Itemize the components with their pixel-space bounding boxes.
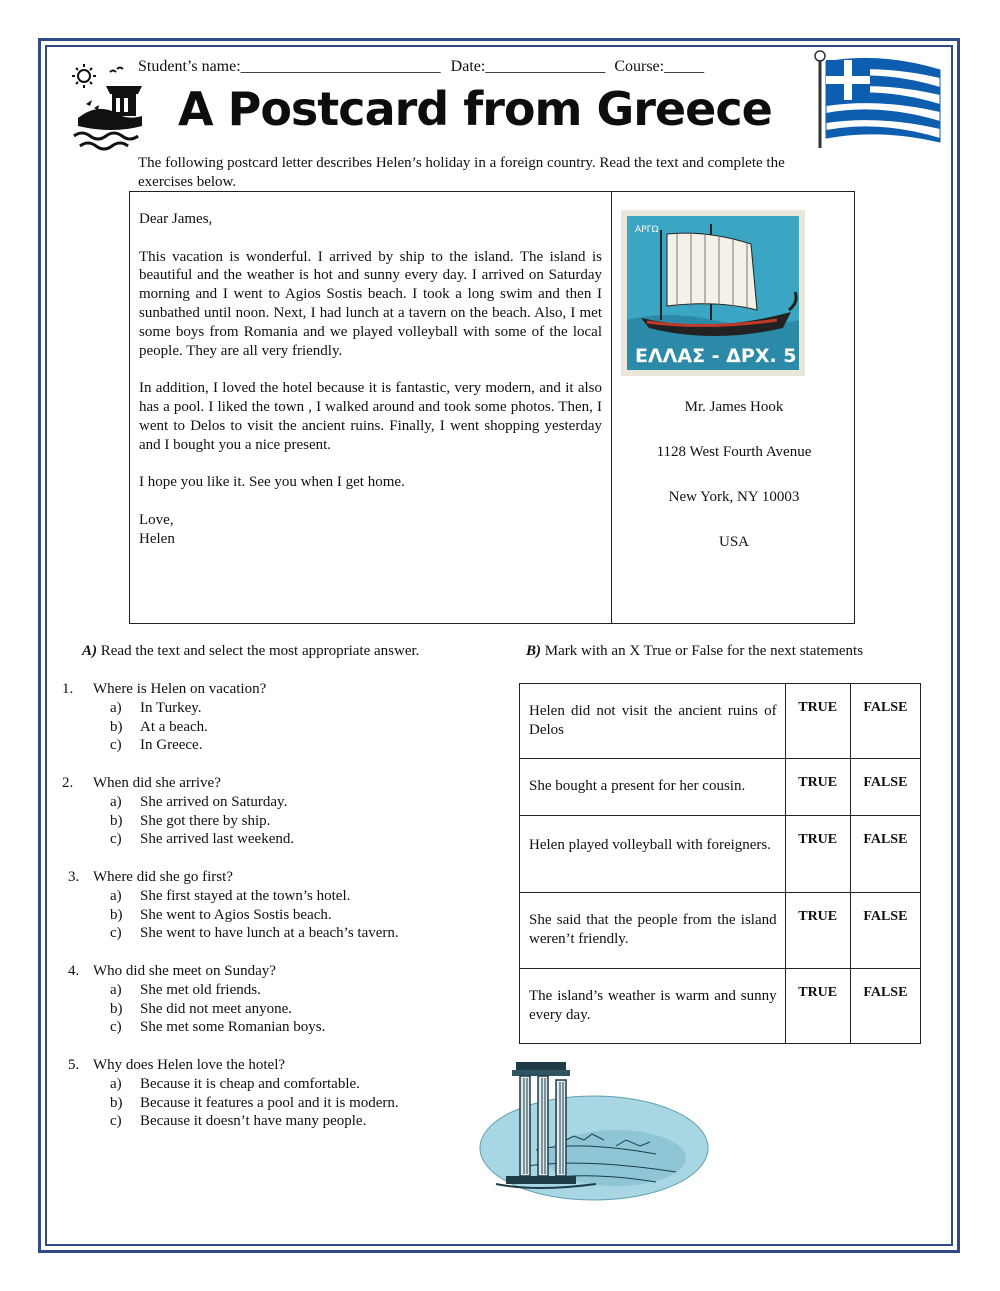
option-letter: a) bbox=[110, 887, 122, 904]
option-text: In Turkey. bbox=[140, 699, 202, 716]
student-name-field[interactable]: Student’s name:_________________________ bbox=[138, 58, 441, 75]
option-letter: a) bbox=[110, 1075, 122, 1092]
question-1 bbox=[62, 680, 502, 755]
answer-option[interactable] bbox=[62, 793, 502, 812]
option-letter: b) bbox=[110, 812, 123, 829]
option-letter: b) bbox=[110, 906, 123, 923]
question-5 bbox=[62, 1056, 502, 1131]
option-letter: b) bbox=[110, 718, 123, 735]
true-false-table bbox=[519, 683, 921, 1044]
answer-option[interactable] bbox=[62, 718, 502, 737]
question-text: Where is Helen on vacation? bbox=[93, 681, 267, 697]
answer-option[interactable] bbox=[62, 906, 502, 925]
letter-signature: Helen bbox=[139, 530, 175, 547]
answer-option[interactable] bbox=[62, 981, 502, 1000]
answer-option[interactable] bbox=[62, 1094, 502, 1113]
option-text: Because it features a pool and it is modern. bbox=[140, 1094, 399, 1111]
statement-cell: Helen did not visit the ancient ruins of Delos bbox=[520, 684, 786, 759]
statement-cell: Helen played volleyball with foreigners. bbox=[520, 816, 786, 893]
option-letter: a) bbox=[110, 699, 122, 716]
option-text: Because it is cheap and comfortable. bbox=[140, 1075, 360, 1092]
option-text: She arrived last weekend. bbox=[140, 831, 295, 848]
answer-option[interactable] bbox=[62, 1018, 502, 1037]
table-row bbox=[520, 759, 921, 816]
postcard bbox=[129, 191, 855, 624]
question-4 bbox=[62, 962, 502, 1037]
option-text: She first stayed at the town’s hotel. bbox=[140, 887, 351, 904]
page-title: A Postcard from Greece bbox=[178, 82, 772, 136]
option-text: She met old friends. bbox=[140, 981, 261, 998]
section-b-heading bbox=[526, 643, 863, 660]
question-text: Who did she meet on Sunday? bbox=[93, 962, 276, 979]
date-field[interactable]: Date:_______________ bbox=[450, 58, 606, 75]
postcard-letter bbox=[139, 210, 602, 548]
stamp-top-text: ΑΡΓΩ bbox=[635, 225, 659, 235]
false-option[interactable]: FALSE bbox=[850, 816, 920, 893]
table-row bbox=[520, 684, 921, 759]
true-option[interactable]: TRUE bbox=[785, 969, 850, 1044]
answer-option[interactable] bbox=[62, 736, 502, 755]
option-letter: c) bbox=[110, 1113, 122, 1130]
option-text: She arrived on Saturday. bbox=[140, 793, 288, 810]
option-text: Because it doesn’t have many people. bbox=[140, 1113, 367, 1130]
table-row bbox=[520, 816, 921, 893]
address-name: Mr. James Hook bbox=[684, 399, 784, 415]
address-city: New York, NY 10003 bbox=[668, 489, 800, 505]
table-row bbox=[520, 969, 921, 1044]
true-option[interactable]: TRUE bbox=[785, 893, 850, 969]
letter-closing: I hope you like it. See you when I get home. bbox=[139, 474, 405, 491]
true-option[interactable]: TRUE bbox=[785, 816, 850, 893]
multiple-choice-questions bbox=[62, 680, 502, 1150]
statement-cell: She bought a present for her cousin. bbox=[520, 759, 786, 816]
question-text: Why does Helen love the hotel? bbox=[93, 1056, 286, 1073]
answer-option[interactable] bbox=[62, 830, 502, 849]
option-text: She got there by ship. bbox=[140, 812, 271, 829]
ancient-ruins-illustration-icon bbox=[476, 1050, 712, 1206]
section-a-instruction: Read the text and select the most appropriate answer. bbox=[100, 643, 420, 659]
section-a-label: A) bbox=[82, 643, 97, 659]
option-text: She did not meet anyone. bbox=[140, 1000, 293, 1017]
answer-option[interactable] bbox=[62, 887, 502, 906]
question-2 bbox=[62, 774, 502, 849]
address-street: 1128 West Fourth Avenue bbox=[656, 444, 812, 460]
section-b-label: B) bbox=[526, 643, 541, 659]
question-number: 1. bbox=[62, 681, 74, 697]
answer-option[interactable] bbox=[62, 1075, 502, 1094]
letter-paragraph-2: In addition, I loved the hotel because it is fantastic, very modern, and it also has a pool. I liked the town , I walked around and took some photos. Then, I went to Delos to visit the ancient ruins. Finally, I went shopping yesterday and I bought you a nice present. bbox=[139, 380, 602, 453]
option-letter: c) bbox=[110, 1019, 122, 1036]
option-letter: c) bbox=[110, 831, 122, 848]
option-letter: c) bbox=[110, 925, 122, 942]
section-b-instruction: Mark with an X True or False for the next statements bbox=[544, 643, 864, 659]
answer-option[interactable] bbox=[62, 812, 502, 831]
greek-flag-icon bbox=[812, 50, 944, 150]
option-letter: c) bbox=[110, 737, 122, 754]
question-number: 3. bbox=[68, 868, 80, 885]
true-option[interactable]: TRUE bbox=[785, 684, 850, 759]
course-field[interactable]: Course:_____ bbox=[614, 58, 705, 75]
statement-cell: The island’s weather is warm and sunny every day. bbox=[520, 969, 786, 1044]
address-country: USA bbox=[718, 534, 749, 550]
question-3 bbox=[62, 868, 502, 943]
option-letter: a) bbox=[110, 981, 122, 998]
option-text: She went to Agios Sostis beach. bbox=[140, 906, 332, 923]
answer-option[interactable] bbox=[62, 1000, 502, 1019]
section-a-heading bbox=[82, 643, 419, 660]
question-text: Where did she go first? bbox=[93, 868, 233, 885]
option-text: At a beach. bbox=[140, 718, 208, 735]
greek-ship-stamp-icon bbox=[621, 210, 805, 376]
table-row bbox=[520, 893, 921, 969]
statement-cell: She said that the people from the island weren’t friendly. bbox=[520, 893, 786, 969]
header-fields bbox=[138, 58, 704, 76]
intro-text: The following postcard letter describes Helen’s holiday in a foreign country. Read the text and complete the exercises below. bbox=[138, 155, 785, 190]
false-option[interactable]: FALSE bbox=[850, 969, 920, 1044]
option-text: She met some Romanian boys. bbox=[140, 1019, 326, 1036]
option-text: She went to have lunch at a beach’s tavern. bbox=[140, 925, 399, 942]
answer-option[interactable] bbox=[62, 699, 502, 718]
option-letter: b) bbox=[110, 1094, 123, 1111]
false-option[interactable]: FALSE bbox=[850, 759, 920, 816]
question-text: When did she arrive? bbox=[93, 774, 221, 791]
stamp-bottom-text: ΕΛΛΑΣ - ΔΡΧ. 5 bbox=[635, 345, 797, 367]
answer-option[interactable] bbox=[62, 924, 502, 943]
option-letter: a) bbox=[110, 793, 122, 810]
true-option[interactable]: TRUE bbox=[785, 759, 850, 816]
letter-greeting: Dear James, bbox=[139, 211, 213, 227]
false-option[interactable]: FALSE bbox=[850, 893, 920, 969]
letter-signoff: Love, bbox=[139, 511, 174, 528]
false-option[interactable]: FALSE bbox=[850, 684, 920, 759]
option-text: In Greece. bbox=[140, 737, 203, 754]
question-number: 5. bbox=[68, 1056, 80, 1073]
question-number: 2. bbox=[62, 774, 74, 791]
question-number: 4. bbox=[68, 962, 80, 979]
answer-option[interactable] bbox=[62, 1112, 502, 1131]
letter-paragraph-1: This vacation is wonderful. I arrived by ship to the island. The island is beautiful and the weather is hot and sunny every day. I arrived on Saturday morning and I went to Agios Sostis beach. I took a long swim and then I sunbathed until noon. Next, I had lunch at a tavern on the beach. Also, I met some boys from Romania and we played volleyball with some of the local people. They are all very friendly. bbox=[139, 248, 602, 359]
option-letter: b) bbox=[110, 1000, 123, 1017]
